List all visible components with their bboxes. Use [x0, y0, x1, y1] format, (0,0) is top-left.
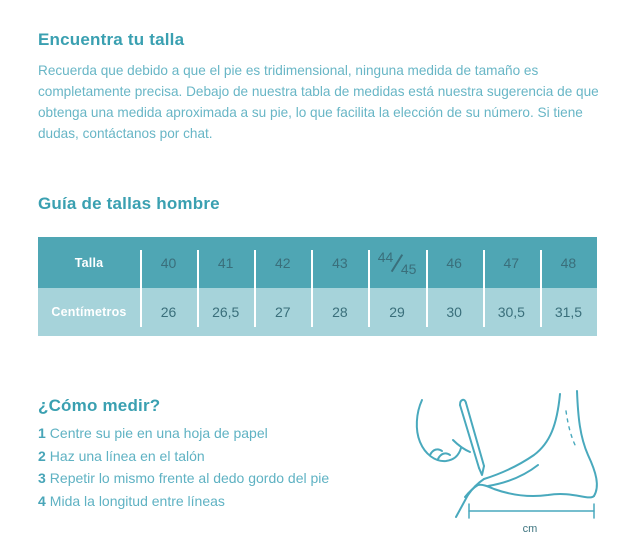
- foot-measuring-illustration: [408, 385, 641, 540]
- step-number: 4: [38, 492, 46, 509]
- step-number: 3: [38, 470, 46, 486]
- size-guide-title: Guía de tallas hombre: [38, 194, 220, 213]
- hand-pencil-drawing: [417, 400, 484, 475]
- step-text: Repetir lo mismo frente al dedo gordo del pie: [49, 470, 330, 486]
- cm-label: cm: [522, 523, 538, 535]
- cm-cell: 26,5: [197, 288, 254, 336]
- intro-paragraph: Recuerda que debido a que el pie es tridimensional, ninguna medida de tamaño es completamente precisa. Debajo de nuestra tabla de medidas está nuestra sugerencia de que obtenga una medida aproximada a su pie, lo que facilita la elección de su número. Si tiene dudas, contáctanos por chat.: [38, 63, 599, 141]
- column-divider: [311, 250, 313, 327]
- column-divider: [483, 250, 485, 327]
- column-divider: [426, 250, 428, 327]
- foot-drawing: [456, 391, 597, 517]
- column-divider: [254, 250, 256, 327]
- table-row-sizes: [38, 237, 597, 288]
- cm-cell: 31,5: [540, 288, 597, 336]
- size-cell: 47: [483, 237, 540, 288]
- column-divider: [197, 250, 199, 327]
- cm-cell: 29: [369, 288, 426, 336]
- column-divider: [140, 250, 142, 327]
- cm-cell: 30,5: [483, 288, 540, 336]
- measuring-steps-list: [38, 422, 329, 512]
- size-44: 44: [377, 248, 394, 265]
- step-text: Haz una línea en el talón: [49, 447, 205, 464]
- size-cell-44-45: [369, 237, 426, 288]
- cm-cell: 30: [426, 288, 483, 336]
- row-label-centimetros: Centímetros: [38, 288, 140, 336]
- cm-cell: 27: [254, 288, 311, 336]
- size-cell: 42: [254, 237, 311, 288]
- column-divider: [368, 250, 370, 327]
- column-divider: [540, 250, 542, 327]
- size-cell: 43: [311, 237, 368, 288]
- list-item: [38, 445, 329, 468]
- page-title: Encuentra tu talla: [38, 30, 185, 49]
- table-row-centimeters: [38, 288, 597, 336]
- size-cell: 48: [540, 237, 597, 288]
- cm-cell: 26: [140, 288, 197, 336]
- measurement-line: [469, 504, 594, 518]
- size-table: [38, 237, 597, 336]
- row-label-talla: Talla: [38, 237, 140, 288]
- size-cell: 46: [426, 237, 483, 288]
- list-item: [38, 490, 329, 513]
- step-text: Mida la longitud entre líneas: [49, 492, 225, 509]
- step-text: Centre su pie en una hoja de papel: [49, 425, 268, 441]
- step-number: 2: [38, 447, 46, 464]
- list-item: [38, 422, 329, 445]
- cm-cell: 28: [311, 288, 368, 336]
- size-45: 45: [400, 260, 417, 277]
- size-cell: 41: [197, 237, 254, 288]
- how-to-measure-title: ¿Cómo medir?: [38, 396, 161, 415]
- list-item: [38, 467, 329, 490]
- size-cell: 40: [140, 237, 197, 288]
- step-number: 1: [38, 425, 46, 441]
